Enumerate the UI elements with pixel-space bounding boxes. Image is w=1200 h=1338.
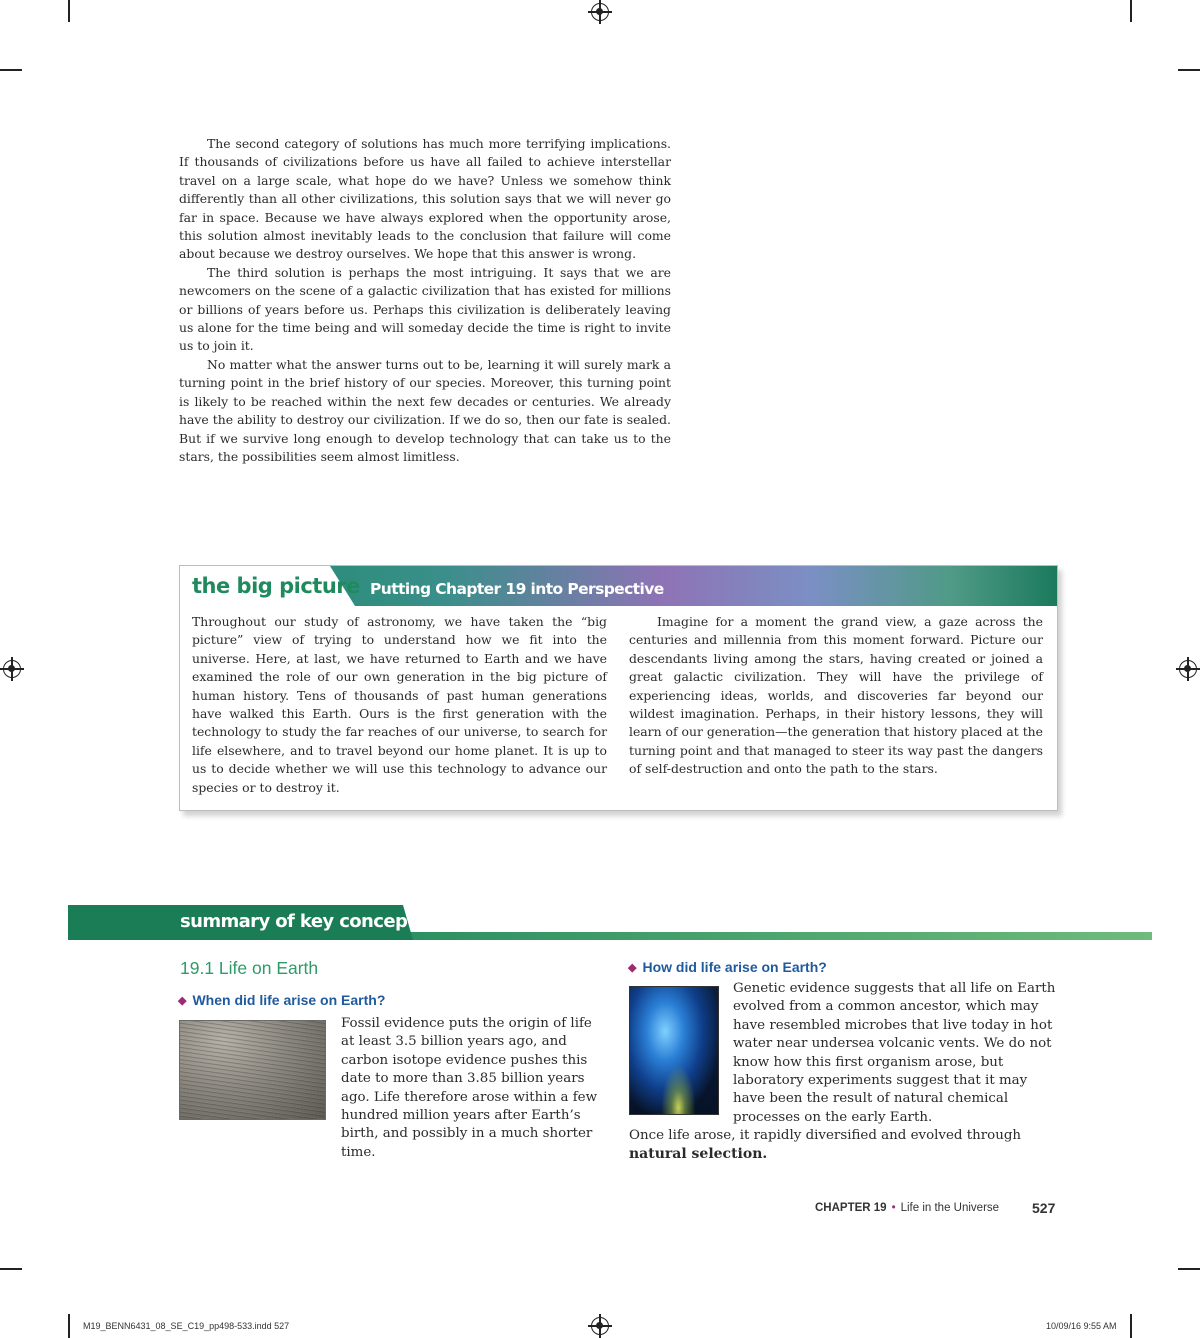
registration-mark-icon (3, 660, 21, 678)
print-slug-date: 10/09/16 9:55 AM (1046, 1321, 1117, 1331)
summary-title: summary of key concepts (180, 911, 426, 932)
summary-rule (398, 932, 1152, 940)
intro-text (179, 135, 671, 466)
big-picture-subtitle: Putting Chapter 19 into Perspective (370, 580, 664, 598)
big-picture-box (179, 565, 1058, 811)
big-picture-right-column (629, 613, 1043, 779)
crop-mark (0, 69, 22, 71)
answer-how-continued (629, 1127, 1069, 1165)
big-picture-paragraph: Throughout our study of astronomy, we have taken the “big picture” view of trying to understand how we fit into the universe. Here, at last, we have returned to Earth and we have examined the role of our own generation in the big picture of human history. Tens of thousands of past human generations have walked this Earth. Ours is the first generation with the technology to study the far reaches of our universe, to search for life elsewhere, and to travel beyond our home planet. It is up to us to decide whether we will use this technology to advance our species or to destroy it. (192, 614, 607, 795)
chapter-label: CHAPTER 19 (815, 1202, 887, 1214)
running-footer (815, 1202, 999, 1214)
key-term: natural selection. (629, 1146, 768, 1163)
big-picture-left-column (192, 613, 607, 797)
stromatolite-fossil-image (179, 1020, 326, 1120)
question-when (178, 992, 385, 1008)
print-slug-file: M19_BENN6431_08_SE_C19_pp498-533.indd 527 (83, 1321, 290, 1331)
answer-when: Fossil evidence puts the origin of life at least 3.5 billion years ago, and carbon isotope evidence pushes this date to more than 3.85 billion years ago. Life therefore arose within a few hundred million years after Earth’s birth, and possibly in a much shorter time. (341, 1016, 598, 1160)
intro-paragraph: The third solution is perhaps the most intriguing. It says that we are newcomers on the scene of a galactic civilization that has existed for millions or billions of years before us. Perhaps this civilization is deliberately leaving us alone for the time being and will someday decide the time is right to invite us to join it. (179, 264, 671, 354)
chapter-title: Life in the Universe (900, 1202, 1000, 1214)
intro-paragraph: No matter what the answer turns out to be, learning it will surely mark a turning point in the brief history of our species. Moreover, this turning point is likely to be reached within the next few decades or centuries. We already have the ability to destroy our civilization. If we do so, then our fate is sealed. But if we survive long enough to develop technology that can take us to the stars, the possibilities seem almost limitless. (179, 356, 671, 464)
crop-mark (1178, 69, 1200, 71)
crop-mark (1130, 0, 1132, 22)
summary-banner (68, 905, 1152, 940)
diamond-bullet-icon: ◆ (628, 962, 637, 974)
crop-mark (0, 1268, 22, 1270)
bullet-dot-icon: • (891, 1202, 896, 1214)
registration-mark-icon (591, 1317, 609, 1335)
crop-mark (68, 1314, 70, 1338)
section-heading: 19.1 Life on Earth (180, 958, 319, 978)
big-picture-title: the big picture (192, 574, 360, 598)
question-how (628, 959, 827, 975)
crop-mark (68, 0, 70, 22)
intro-paragraph: The second category of solutions has much more terrifying implications. If thousands of civilizations before us have all failed to achieve interstellar travel on a large scale, what hope do we have? Unless we somehow think differently than all other civilizations, this solution says that we will never go far in space. Because we have always explored when the opportunity arose, this solution almost inevitably leads to the conclusion that failure will come about because we destroy ourselves. We hope that this answer is wrong. (179, 136, 671, 262)
crop-mark (1130, 1314, 1132, 1338)
registration-mark-icon (1179, 660, 1197, 678)
big-picture-paragraph: Imagine for a moment the grand view, a gaze across the centuries and millennia from this moment forward. Picture our descendants living among the stars, having created or joined a great galactic civilization. They will have the privilege of experiencing ideas, worlds, and discoveries far beyond our wildest imagination. Perhaps, in their history lessons, they will learn of our generation—the generation that history placed at the turning point and that managed to steer its way past the dangers of self-destruction and onto the path to the stars. (629, 614, 1043, 777)
question-text: How did life arise on Earth? (642, 959, 827, 975)
hydrothermal-vent-image (629, 986, 719, 1115)
crop-mark (1178, 1268, 1200, 1270)
registration-mark-icon (591, 3, 609, 21)
answer-continued-text: Once life arose, it rapidly diversified and evolved through (629, 1128, 1022, 1143)
page-number: 527 (1032, 1200, 1056, 1216)
diamond-bullet-icon: ◆ (178, 995, 187, 1007)
question-text: When did life arise on Earth? (192, 992, 386, 1008)
answer-how: Genetic evidence suggests that all life on Earth evolved from a common ancestor, which may have resembled microbes that live today in hot water near undersea volcanic vents. We do not know how this first organism arose, but laboratory experiments suggest that it may have been the result of natural chemical processes on the early Earth. (733, 981, 1056, 1125)
